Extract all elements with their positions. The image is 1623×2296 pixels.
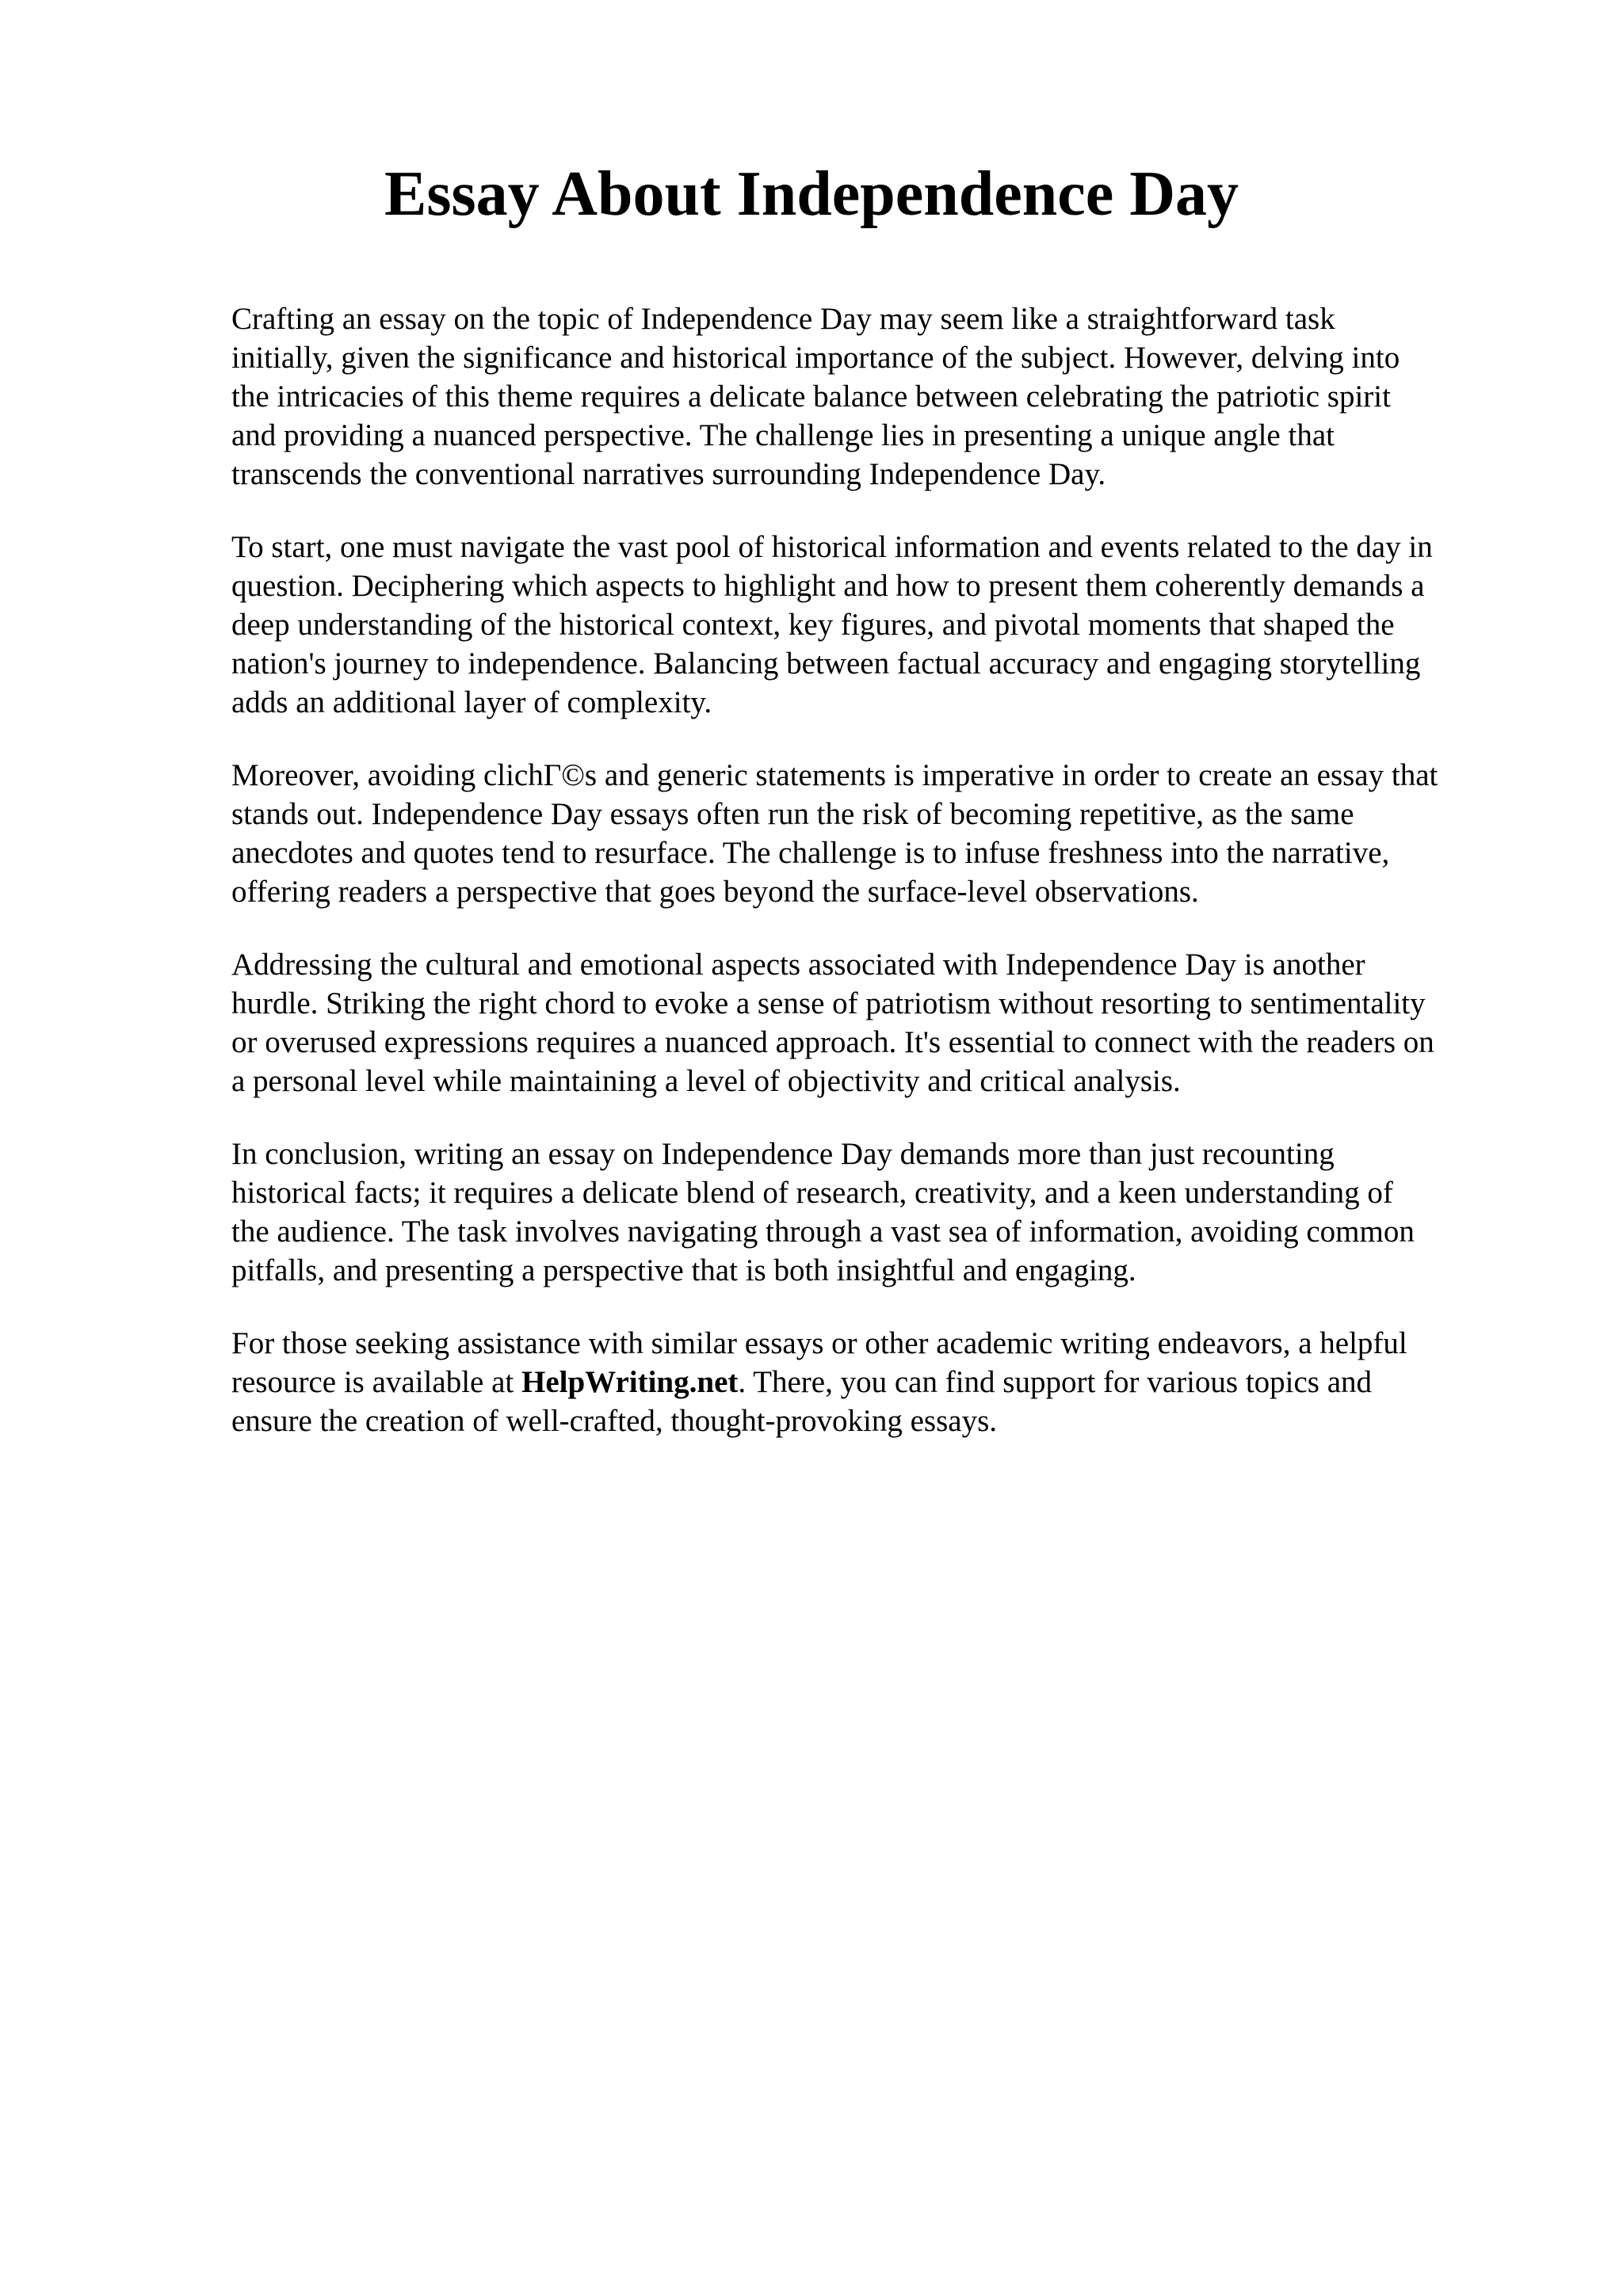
paragraph-1 [231, 299, 1547, 494]
paragraph-line: transcends the conventional narratives surrounding Independence Day. [231, 457, 1106, 491]
paragraph-line: Addressing the cultural and emotional aspects associated with Independence Day is another [231, 948, 1365, 982]
paragraph-line: a personal level while maintaining a level of objectivity and critical analysis. [231, 1064, 1181, 1098]
closing-text-before-link: resource is available at [231, 1365, 521, 1399]
paragraph-line: the intricacies of this theme requires a delicate balance between celebrating the patriotic spirit [231, 379, 1391, 414]
paragraph-line [231, 1363, 1547, 1402]
paragraph-line: the audience. The task involves navigating through a vast sea of information, avoiding common [231, 1215, 1415, 1249]
document-body [231, 299, 1547, 1474]
paragraph-5 [231, 1135, 1547, 1290]
paragraph-line: question. Deciphering which aspects to highlight and how to present them coherently demands a [231, 569, 1425, 603]
paragraph-line: Crafting an essay on the topic of Independence Day may seem like a straightforward task [231, 302, 1335, 336]
paragraph-line: anecdotes and quotes tend to resurface. The challenge is to infuse freshness into the narrative, [231, 836, 1390, 870]
paragraph-line: ensure the creation of well-crafted, thought-provoking essays. [231, 1404, 998, 1438]
paragraph-line: deep understanding of the historical context, key figures, and pivotal moments that shaped the [231, 608, 1395, 642]
paragraph-4 [231, 945, 1547, 1100]
paragraph-line: hurdle. Striking the right chord to evoke a sense of patriotism without resorting to sentimentality [231, 986, 1426, 1020]
paragraph-line: and providing a nuanced perspective. The challenge lies in presenting a unique angle that [231, 418, 1335, 452]
paragraph-line: initially, given the significance and historical importance of the subject. However, delving into [231, 341, 1400, 375]
paragraph-closing [231, 1324, 1547, 1440]
paragraph-2 [231, 528, 1547, 722]
paragraph-line: offering readers a perspective that goes beyond the surface-level observations. [231, 875, 1199, 909]
document-title: Essay About Independence Day [384, 159, 1239, 229]
paragraph-line: pitfalls, and presenting a perspective that is both insightful and engaging. [231, 1253, 1136, 1287]
paragraph-line: nation's journey to independence. Balancing between factual accuracy and engaging storytelling [231, 646, 1421, 681]
paragraph-line: For those seeking assistance with similar essays or other academic writing endeavors, a helpful [231, 1326, 1407, 1360]
paragraph-line: or overused expressions requires a nuanced approach. It's essential to connect with the readers on [231, 1025, 1434, 1059]
paragraph-line: adds an additional layer of complexity. [231, 685, 712, 719]
paragraph-line: historical facts; it requires a delicate blend of research, creativity, and a keen understanding of [231, 1176, 1393, 1210]
helpwriting-link[interactable]: HelpWriting.net [521, 1365, 739, 1399]
closing-text-after-link: . There, you can find support for various topics and [738, 1365, 1373, 1399]
paragraph-line: Moreover, avoiding clichГ©s and generic statements is imperative in order to create an essay that [231, 758, 1438, 792]
paragraph-line: stands out. Independence Day essays often run the risk of becoming repetitive, as the same [231, 797, 1354, 831]
paragraph-line: To start, one must navigate the vast pool of historical information and events related to the day in [231, 530, 1433, 564]
paragraph-line: In conclusion, writing an essay on Independence Day demands more than just recounting [231, 1137, 1335, 1171]
paragraph-3 [231, 756, 1547, 911]
